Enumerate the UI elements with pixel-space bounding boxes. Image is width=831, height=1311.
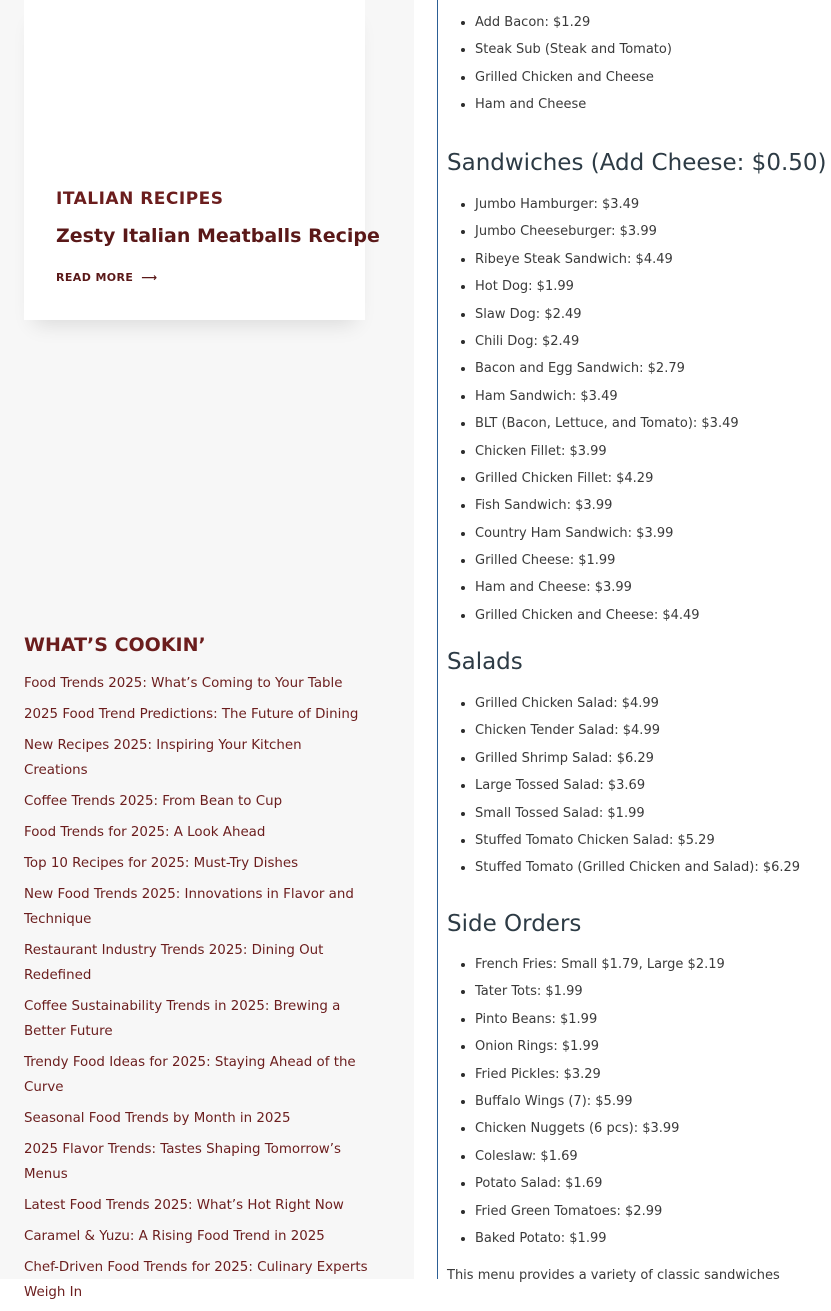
list-item: • Fish Sandwich: $3.99	[475, 497, 831, 514]
list-item: • Tater Tots: $1.99	[475, 983, 831, 1000]
list-item: • Chicken Fillet: $3.99	[475, 443, 831, 460]
recent-posts-list	[24, 671, 369, 1311]
list-item: • Country Ham Sandwich: $3.99	[475, 525, 831, 542]
list-item: • Grilled Chicken Salad: $4.99	[475, 695, 831, 712]
list-item: • Fried Pickles: $3.29	[475, 1066, 831, 1083]
recent-post-link[interactable]: Coffee Sustainability Trends in 2025: Brewing a Better Future	[24, 999, 341, 1039]
read-more-label: READ MORE	[56, 271, 134, 284]
list-item: • Ribeye Steak Sandwich: $4.49	[475, 251, 831, 268]
recent-post-link[interactable]: Seasonal Food Trends by Month in 2025	[24, 1111, 291, 1126]
recent-post-link[interactable]: Trendy Food Ideas for 2025: Staying Ahead of the Curve	[24, 1055, 356, 1095]
list-item: • Grilled Chicken and Cheese	[475, 69, 831, 86]
salads-list	[438, 695, 831, 887]
list-item: • Baked Potato: $1.99	[475, 1230, 831, 1247]
sandwiches-list	[438, 196, 831, 634]
list-item: • Stuffed Tomato Chicken Salad: $5.29	[475, 832, 831, 849]
list-item: • Onion Rings: $1.99	[475, 1038, 831, 1055]
recent-post-link[interactable]: Latest Food Trends 2025: What’s Hot Right Now	[24, 1198, 344, 1213]
recent-post-link[interactable]: Top 10 Recipes for 2025: Must-Try Dishes	[24, 856, 299, 871]
recent-post-link[interactable]: Food Trends for 2025: A Look Ahead	[24, 825, 266, 840]
recent-post-link[interactable]: New Recipes 2025: Inspiring Your Kitchen Creations	[24, 738, 302, 778]
read-more-link[interactable]	[56, 271, 158, 284]
list-item: • Grilled Chicken and Cheese: $4.49	[475, 607, 831, 624]
sandwiches-heading: Sandwiches (Add Cheese: $0.50)	[447, 150, 827, 176]
list-item: • Jumbo Hamburger: $3.49	[475, 196, 831, 213]
top-items-list	[438, 14, 831, 124]
list-item: • Chicken Nuggets (6 pcs): $3.99	[475, 1120, 831, 1137]
card-category-link[interactable]: ITALIAN RECIPES	[56, 189, 224, 209]
list-item: • Fried Green Tomatoes: $2.99	[475, 1203, 831, 1220]
list-item: • Chili Dog: $2.49	[475, 333, 831, 350]
recent-post-link[interactable]: 2025 Flavor Trends: Tastes Shaping Tomorrow’s Menus	[24, 1142, 341, 1182]
recipe-card	[24, 0, 380, 320]
salads-heading: Salads	[447, 649, 523, 675]
list-item: • Pinto Beans: $1.99	[475, 1011, 831, 1028]
list-item: • French Fries: Small $1.79, Large $2.19	[475, 956, 831, 973]
list-item: • Grilled Chicken Fillet: $4.29	[475, 470, 831, 487]
side-orders-heading: Side Orders	[447, 911, 582, 937]
list-item: • Bacon and Egg Sandwich: $2.79	[475, 360, 831, 377]
list-item: • Steak Sub (Steak and Tomato)	[475, 41, 831, 58]
list-item: • Buffalo Wings (7): $5.99	[475, 1093, 831, 1110]
widget-title: WHAT’S COOKIN’	[24, 634, 206, 656]
list-item: • Large Tossed Salad: $3.69	[475, 777, 831, 794]
recent-post-link[interactable]: New Food Trends 2025: Innovations in Flavor and Technique	[24, 887, 354, 927]
list-item: • Grilled Cheese: $1.99	[475, 552, 831, 569]
recent-post-link[interactable]: Restaurant Industry Trends 2025: Dining Out Redefined	[24, 943, 324, 983]
list-item: • BLT (Bacon, Lettuce, and Tomato): $3.49	[475, 415, 831, 432]
menu-content	[437, 0, 830, 1283]
list-item: • Ham and Cheese: $3.99	[475, 579, 831, 596]
long-arrow-right-icon: ⟶	[141, 271, 158, 284]
recent-post-link[interactable]: Coffee Trends 2025: From Bean to Cup	[24, 794, 283, 809]
list-item: • Grilled Shrimp Salad: $6.29	[475, 750, 831, 767]
recent-post-link[interactable]: Chef-Driven Food Trends for 2025: Culinary Experts Weigh In	[24, 1260, 368, 1300]
list-item: • Ham Sandwich: $3.49	[475, 388, 831, 405]
list-item: • Ham and Cheese	[475, 96, 831, 113]
list-item: • Stuffed Tomato (Grilled Chicken and Salad): $6.29	[475, 859, 831, 876]
side-orders-list	[438, 956, 831, 1257]
list-item: • Jumbo Cheeseburger: $3.99	[475, 223, 831, 240]
list-item: • Potato Salad: $1.69	[475, 1175, 831, 1192]
list-item: • Small Tossed Salad: $1.99	[475, 805, 831, 822]
list-item: • Chicken Tender Salad: $4.99	[475, 722, 831, 739]
list-item: • Coleslaw: $1.69	[475, 1148, 831, 1165]
card-title-link[interactable]: Zesty Italian Meatballs Recipe	[56, 225, 380, 247]
list-item: • Add Bacon: $1.29	[475, 14, 831, 31]
closing-paragraph: This menu provides a variety of classic sandwiches	[447, 1268, 780, 1283]
recent-post-link[interactable]: Food Trends 2025: What’s Coming to Your Table	[24, 676, 343, 691]
list-item: • Hot Dog: $1.99	[475, 278, 831, 295]
recent-post-link[interactable]: Caramel & Yuzu: A Rising Food Trend in 2025	[24, 1229, 325, 1244]
list-item: • Slaw Dog: $2.49	[475, 306, 831, 323]
recent-post-link[interactable]: 2025 Food Trend Predictions: The Future of Dining	[24, 707, 359, 722]
sidebar	[0, 0, 414, 1300]
